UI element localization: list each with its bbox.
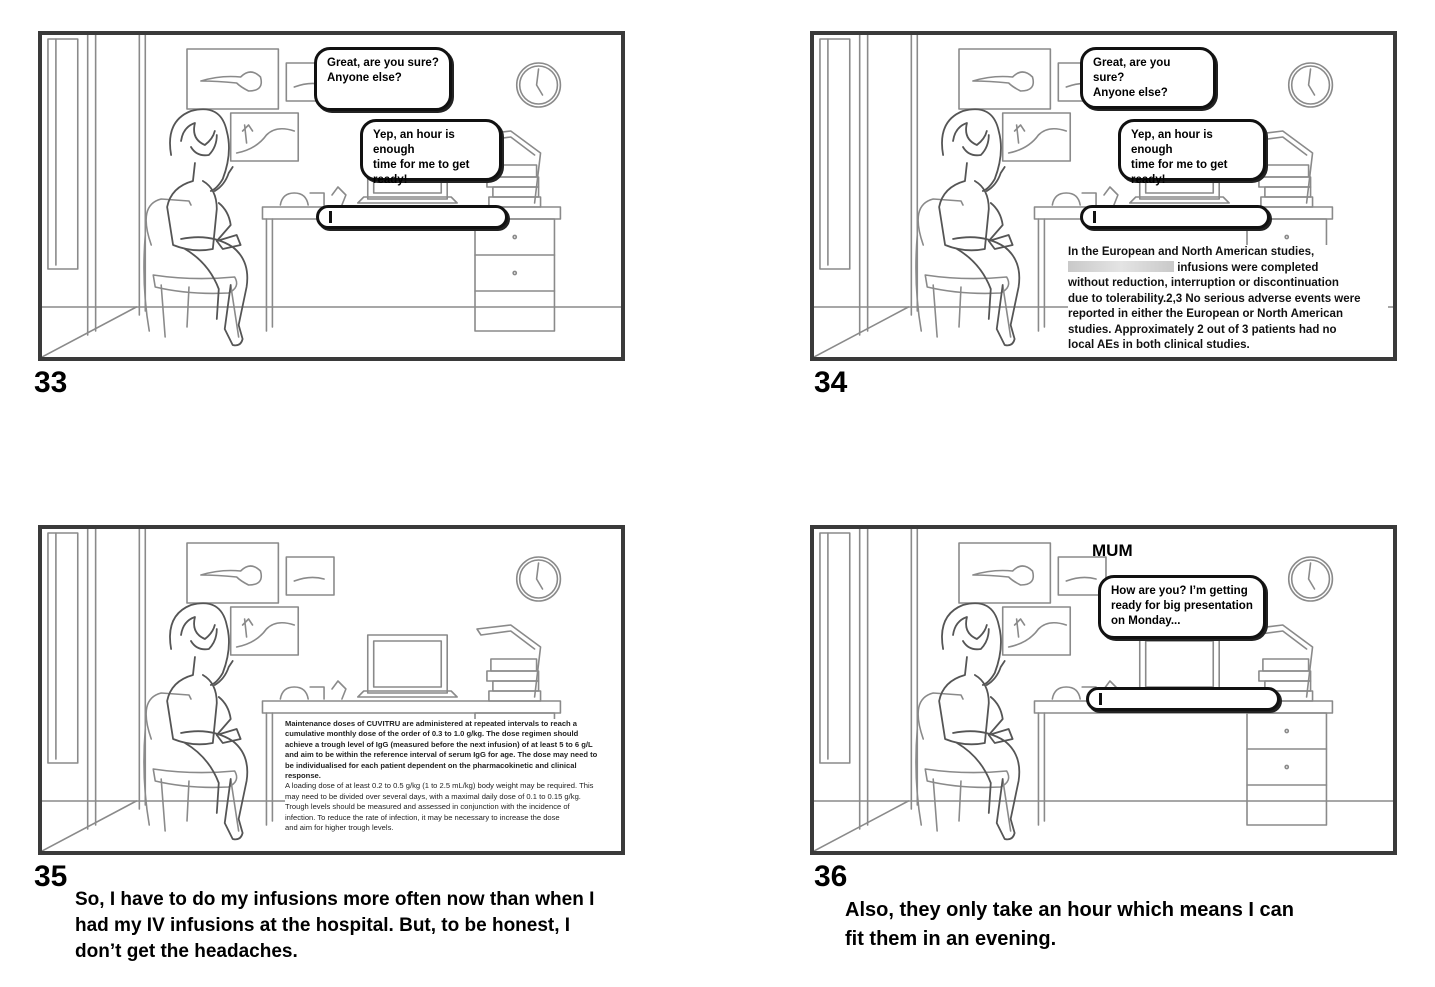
info-line: without reduction, interruption or discontinuation (1068, 277, 1339, 289)
speech-bubble-mum (1098, 575, 1266, 639)
smallprint-line: achieve a trough level of IgG (measured before the next infusion) of at least 5 to 6 g/L (285, 739, 593, 749)
bubble-line: on Monday... (1111, 615, 1181, 627)
speech-bubble-reply (360, 119, 502, 186)
panel-36 (810, 525, 1397, 855)
smallprint-line: Maintenance doses of CUVITRU are administered at repeated intervals to reach a (285, 719, 578, 728)
panel-33 (38, 31, 625, 361)
bubble-line: ready! (1131, 174, 1166, 186)
smallprint-line: cumulative monthly dose of the order of 0.3 to 1.0 g/kg. The dose regimen should (285, 729, 579, 739)
panel-34 (810, 31, 1397, 361)
info-line: studies. Approximately 2 out of 3 patients had no (1068, 323, 1337, 336)
smallprint-line: A loading dose of at least 0.2 to 0.5 g/kg (1 to 2.5 mL/kg) body weight may be required. This (285, 781, 594, 791)
caption-line: don’t get the headaches. (75, 941, 298, 962)
sender-label: MUM (1092, 541, 1133, 560)
bubble-line: time for me to get (1131, 159, 1228, 171)
info-line: infusions were completed (1177, 261, 1319, 274)
caption-line: So, I have to do my infusions more often now than when I (75, 889, 595, 910)
caption-line: fit them in an evening. (845, 928, 1057, 950)
bubble-line: Yep, an hour is enough (1131, 129, 1213, 156)
bubble-line: Anyone else? (327, 72, 402, 84)
message-input-bar (1080, 205, 1270, 229)
bubble-line: Great, are you sure? (1093, 57, 1171, 84)
bubble-line: Great, are you sure? (327, 57, 439, 69)
study-info-text (1068, 245, 1388, 354)
smallprint-line: and aim to be within the reference interval of serum IgG for age. The dose may need to (285, 750, 598, 760)
panel-number: 35 (34, 860, 68, 893)
smallprint-line: and aim for higher trough levels. (285, 823, 394, 833)
bubble-line: How are you? I’m getting (1111, 585, 1248, 597)
caption-36 (845, 896, 1405, 954)
text-cursor (1093, 211, 1096, 223)
panel-number: 34 (814, 366, 848, 399)
bubble-line: Anyone else? (1093, 87, 1168, 99)
info-line: local AEs in both clinical studies. (1068, 339, 1250, 351)
info-line-redacted (1068, 261, 1388, 277)
panel-number: 33 (34, 366, 68, 399)
speech-bubble-question (314, 47, 452, 111)
redacted-block (1068, 261, 1174, 272)
smallprint-line: Trough levels should be measured and assessed in conjunction with the incidence of (285, 802, 570, 812)
bubble-line: Yep, an hour is enough (373, 129, 455, 156)
message-input-bar (1086, 687, 1280, 711)
bubble-line: ready! (373, 174, 408, 186)
panel-35 (38, 525, 625, 855)
caption-line: Also, they only take an hour which means I can (845, 899, 1295, 921)
message-input-bar (316, 205, 508, 229)
info-line: due to tolerability.2,3 No serious adverse events were (1068, 292, 1361, 305)
panel-number: 36 (814, 860, 848, 893)
smallprint-line: response. (285, 771, 321, 781)
caption-35 (75, 887, 635, 965)
smallprint-line: may need to be divided over several days, with a maximal daily dose of 0.1 to 0.15 g/kg. (285, 791, 581, 801)
text-cursor (329, 211, 332, 223)
text-cursor (1099, 693, 1102, 705)
dosing-smallprint (285, 719, 621, 833)
smallprint-line: be individualised for each patient dependent on the pharmacokinetic and clinical (285, 760, 577, 770)
speech-bubble-reply (1118, 119, 1266, 186)
caption-line: had my IV infusions at the hospital. But, to be honest, I (75, 915, 571, 936)
info-line: In the European and North American studies, (1068, 246, 1315, 258)
bubble-line: ready for big presentation (1111, 600, 1253, 612)
info-line: reported in either the European or North American (1068, 308, 1343, 320)
bubble-line: time for me to get (373, 159, 470, 171)
speech-bubble-question (1080, 47, 1216, 109)
smallprint-line: infection. To reduce the rate of infection, it may be necessary to increase the dose (285, 812, 560, 822)
